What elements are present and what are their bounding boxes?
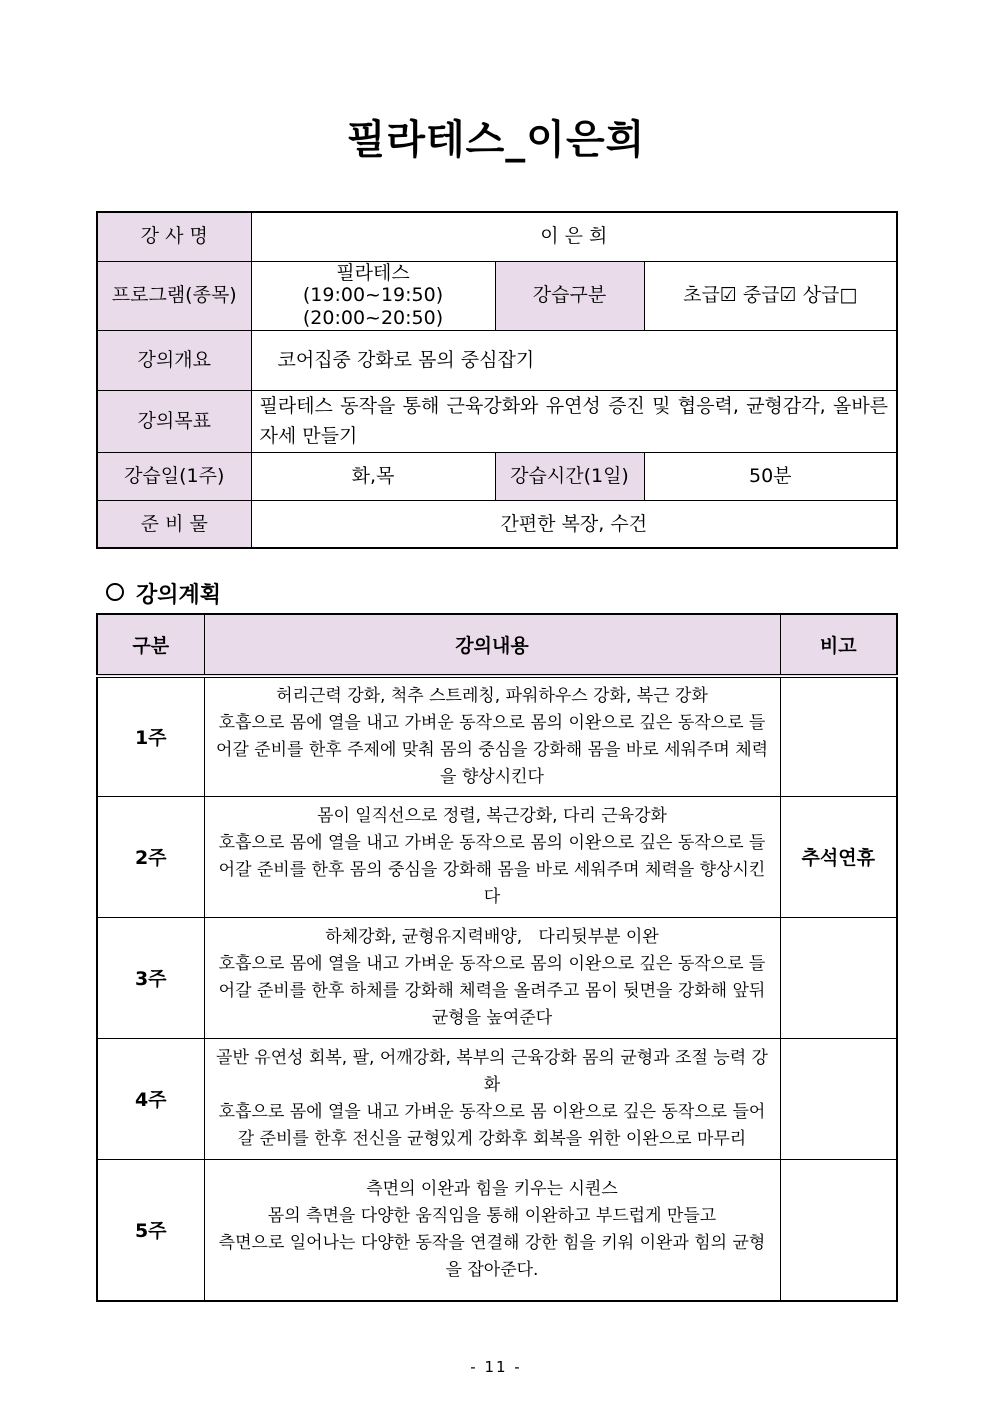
page-number: - 11 - — [470, 1358, 522, 1376]
program-value — [251, 261, 495, 330]
header-note: 비고 — [780, 614, 897, 676]
goal-value: 필라테스 동작을 통해 근육강화와 유연성 증진 및 협응력, 균형감각, 올바른 자세 만들기 — [251, 390, 897, 452]
days-label: 강습일(1주) — [97, 452, 251, 500]
level-label: 강습구분 — [495, 261, 644, 330]
week-note — [780, 1038, 897, 1159]
program-time-1: (19:00~19:50) — [302, 284, 444, 307]
content-line: 호흡으로 몸에 열을 내고 가벼운 동작으로 몸 이완으로 깊은 동작으로 들어갈 준비를 한후 전신을 균형있게 강화후 회복을 위한 이완으로 마무리 — [218, 1101, 766, 1149]
table-row — [97, 917, 897, 1038]
week-note — [780, 1159, 897, 1301]
table-row — [97, 796, 897, 917]
week-content — [204, 1159, 780, 1301]
week-label: 2주 — [97, 796, 204, 917]
week-note — [780, 676, 897, 796]
days-value: 화,목 — [251, 452, 495, 500]
instructor-label: 강 사 명 — [97, 212, 251, 261]
week-content — [204, 796, 780, 917]
level-value: 초급☑ 중급☑ 상급□ — [644, 261, 897, 330]
overview-row — [97, 330, 897, 390]
content-line: 몸의 측면을 다양한 움직임을 통해 이완하고 부드럽게 만들고 — [267, 1205, 717, 1226]
table-row — [97, 1038, 897, 1159]
instructor-value: 이 은 희 — [251, 212, 897, 261]
week-content — [204, 917, 780, 1038]
schedule-row — [97, 452, 897, 500]
content-line: 호흡으로 몸에 열을 내고 가벼운 동작으로 몸의 이완으로 깊은 동작으로 들어갈 준비를 한후 주제에 맞춰 몸의 중심을 강화해 몸을 바로 세워주며 체력을 향상시킨다 — [215, 712, 769, 787]
week-content — [204, 1038, 780, 1159]
week-note — [780, 917, 897, 1038]
content-line: 측면으로 일어나는 다양한 동작을 연결해 강한 힘을 키워 이완과 힘의 균형을 잡아준다. — [218, 1232, 766, 1280]
program-name: 필라테스 — [336, 261, 410, 284]
page-title: 필라테스_이은희 — [346, 117, 646, 163]
duration-value: 50분 — [644, 452, 897, 500]
program-time-2: (20:00~20:50) — [302, 307, 444, 330]
content-line: 하체강화, 균형유지력배양, 다리뒷부분 이완 — [325, 926, 659, 947]
header-content: 강의내용 — [204, 614, 780, 676]
program-label: 프로그램(종목) — [97, 261, 251, 330]
instructor-row — [97, 212, 897, 261]
table-row — [97, 1159, 897, 1301]
goal-row — [97, 390, 897, 452]
supplies-value: 간편한 복장, 수건 — [251, 500, 897, 548]
program-row — [97, 261, 897, 330]
content-line: 허리근력 강화, 척추 스트레칭, 파워하우스 강화, 복근 강화 — [276, 685, 708, 706]
supplies-row — [97, 500, 897, 548]
course-info-table — [96, 211, 898, 549]
header-week: 구분 — [97, 614, 204, 676]
content-line: 호흡으로 몸에 열을 내고 가벼운 동작으로 몸의 이완으로 깊은 동작으로 들어갈 준비를 한후 하체를 강화해 체력을 올려주고 몸이 뒷면을 강화해 앞뒤 균형을 높여준다 — [218, 953, 766, 1028]
table-row — [97, 676, 897, 796]
week-note: 추석연휴 — [780, 796, 897, 917]
section-title: 강의계획 — [136, 583, 222, 608]
content-line: 몸이 일직선으로 정렬, 복근강화, 다리 근육강화 — [317, 805, 667, 826]
week-label: 5주 — [97, 1159, 204, 1301]
lecture-plan-table — [96, 613, 898, 1302]
content-line: 호흡으로 몸에 열을 내고 가벼운 동작으로 몸의 이완으로 깊은 동작으로 들어갈 준비를 한후 몸의 중심을 강화해 몸을 바로 세워주며 체력을 향상시킨다 — [218, 832, 766, 907]
content-line: 측면의 이완과 힘을 키우는 시퀀스 — [366, 1178, 618, 1199]
overview-value: 코어집중 강화로 몸의 중심잡기 — [251, 330, 897, 390]
plan-header-row — [97, 614, 897, 676]
overview-label: 강의개요 — [97, 330, 251, 390]
goal-label: 강의목표 — [97, 390, 251, 452]
duration-label: 강습시간(1일) — [495, 452, 644, 500]
week-label: 1주 — [97, 676, 204, 796]
week-label: 3주 — [97, 917, 204, 1038]
section-heading — [106, 578, 221, 609]
circle-bullet-icon — [106, 583, 124, 601]
week-label: 4주 — [97, 1038, 204, 1159]
supplies-label: 준 비 물 — [97, 500, 251, 548]
content-line: 골반 유연성 회복, 팔, 어깨강화, 복부의 근육강화 몸의 균형과 조절 능력 강화 — [216, 1047, 768, 1095]
week-content — [204, 676, 780, 796]
